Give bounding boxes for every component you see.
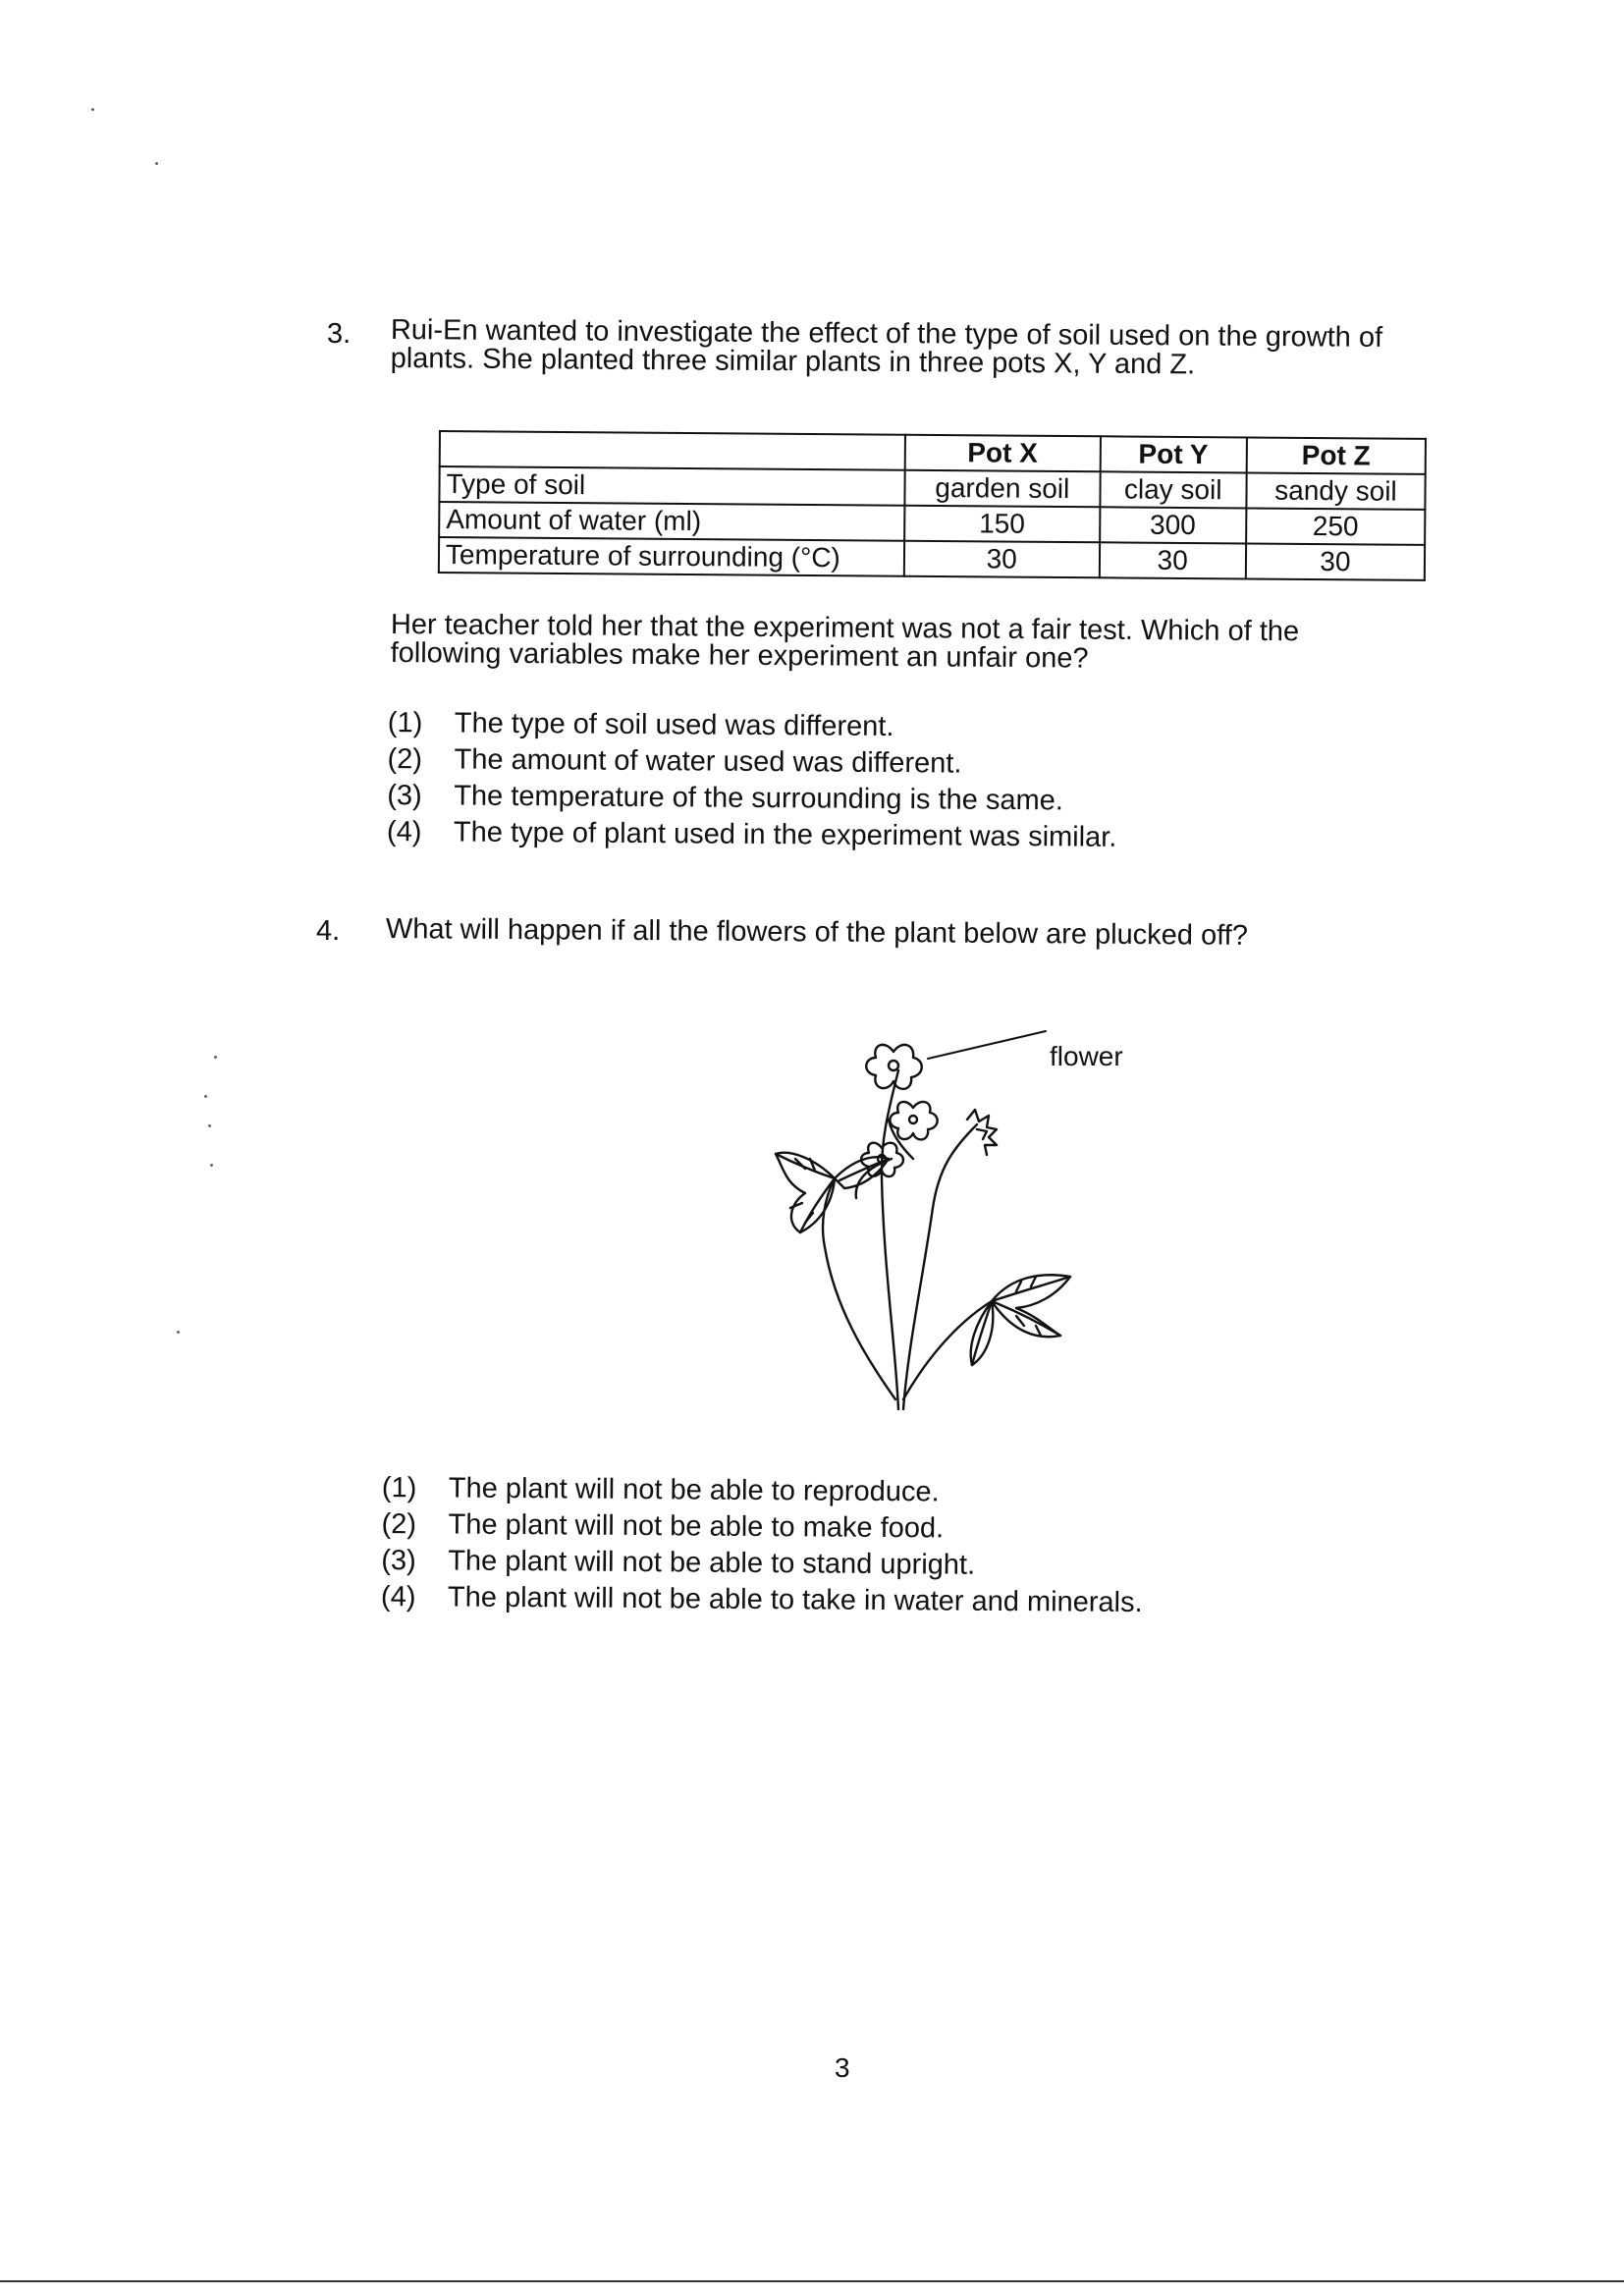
option-text: The plant will not be able to reproduce. [448, 1472, 940, 1508]
option-number: (3) [387, 779, 422, 812]
table-cell: 30 [904, 541, 1100, 578]
experiment-table [438, 430, 1427, 581]
option-text: The amount of water used was different. [454, 743, 962, 780]
scan-speck [208, 1124, 211, 1127]
table-cell: 150 [904, 506, 1100, 543]
table-header-cell: Pot Z [1247, 437, 1426, 473]
option-number: (1) [381, 1471, 417, 1504]
table-cell: 250 [1246, 508, 1425, 544]
option-item[interactable] [381, 1579, 1143, 1621]
table-row [439, 537, 1425, 580]
flower-pointer-line [928, 1031, 1046, 1059]
bottom-rule [0, 2280, 1624, 2282]
scan-speck [214, 1056, 217, 1059]
table-cell: garden soil [904, 470, 1100, 508]
table-cell: 300 [1100, 507, 1247, 543]
leaf-right [971, 1275, 1070, 1365]
option-number: (4) [380, 1580, 416, 1613]
option-text: The plant will not be able to make food. [448, 1508, 945, 1545]
table-cell: 30 [1099, 542, 1246, 578]
scan-speck [155, 162, 158, 165]
table-cell: sandy soil [1246, 472, 1425, 509]
question-3-text-line: Rui-En wanted to investigate the effect of the type of soil used on the growth of [390, 314, 1383, 354]
flower-bud [977, 1129, 987, 1139]
plant-diagram [766, 1011, 1100, 1424]
table-row-label: Amount of water (ml) [439, 502, 904, 541]
leaf-left [776, 1153, 889, 1232]
table-header-cell [440, 431, 905, 470]
option-number: (3) [381, 1544, 416, 1577]
scan-speck [91, 108, 94, 111]
table-row-label: Type of soil [439, 466, 904, 506]
flower-bud [967, 1110, 997, 1155]
option-item[interactable] [381, 1506, 1143, 1549]
question-4-text-line: What will happen if all the flowers of the plant below are plucked off? [385, 913, 1249, 952]
question-3-followup [391, 611, 1300, 675]
option-text: The type of plant used in the experiment was similar. [453, 816, 1117, 853]
question-3-followup-line: Her teacher told her that the experiment was not a fair test. Which of the [390, 609, 1300, 648]
option-text: The plant will not be able to stand upright. [448, 1545, 976, 1581]
page-number: 3 [835, 2052, 850, 2083]
option-item[interactable] [387, 814, 1117, 856]
table-cell: 30 [1246, 543, 1425, 579]
question-3-text-line: plants. She planted three similar plants in three pots X, Y and Z. [390, 342, 1196, 381]
option-text: The type of soil used was different. [454, 707, 894, 743]
table-header-cell: Pot Y [1100, 436, 1247, 472]
option-item[interactable] [382, 1470, 1144, 1512]
plant-stem [823, 1178, 895, 1399]
table-cell: clay soil [1100, 471, 1247, 508]
table-row-label: Temperature of surrounding (°C) [439, 537, 904, 576]
option-item[interactable] [387, 741, 1117, 784]
question-3-followup-line: following variables make her experiment an unfair one? [390, 636, 1089, 675]
option-text: The plant will not be able to take in water and minerals. [447, 1581, 1143, 1619]
option-text: The temperature of the surrounding is the same. [454, 780, 1064, 817]
option-item[interactable] [381, 1543, 1143, 1585]
plant-stem [903, 1124, 977, 1409]
question-3-number: 3. [327, 318, 352, 350]
question-3-text [391, 316, 1383, 381]
scan-speck [177, 1331, 180, 1334]
table-header-cell: Pot X [905, 435, 1101, 472]
flower-label: flower [1050, 1041, 1123, 1071]
option-number: (4) [386, 815, 422, 848]
question-4-number: 4. [316, 915, 341, 947]
question-4-options [381, 1470, 1144, 1621]
question-3-options [387, 705, 1118, 856]
option-item[interactable] [387, 778, 1117, 820]
flower-middle [890, 1102, 937, 1139]
option-number: (2) [387, 742, 423, 776]
flower-top [866, 1045, 922, 1089]
option-number: (2) [381, 1507, 417, 1541]
question-4-text [386, 915, 1248, 951]
scan-speck [204, 1095, 207, 1098]
scan-speck [210, 1164, 213, 1167]
option-number: (1) [387, 706, 423, 739]
option-item[interactable] [388, 705, 1118, 747]
